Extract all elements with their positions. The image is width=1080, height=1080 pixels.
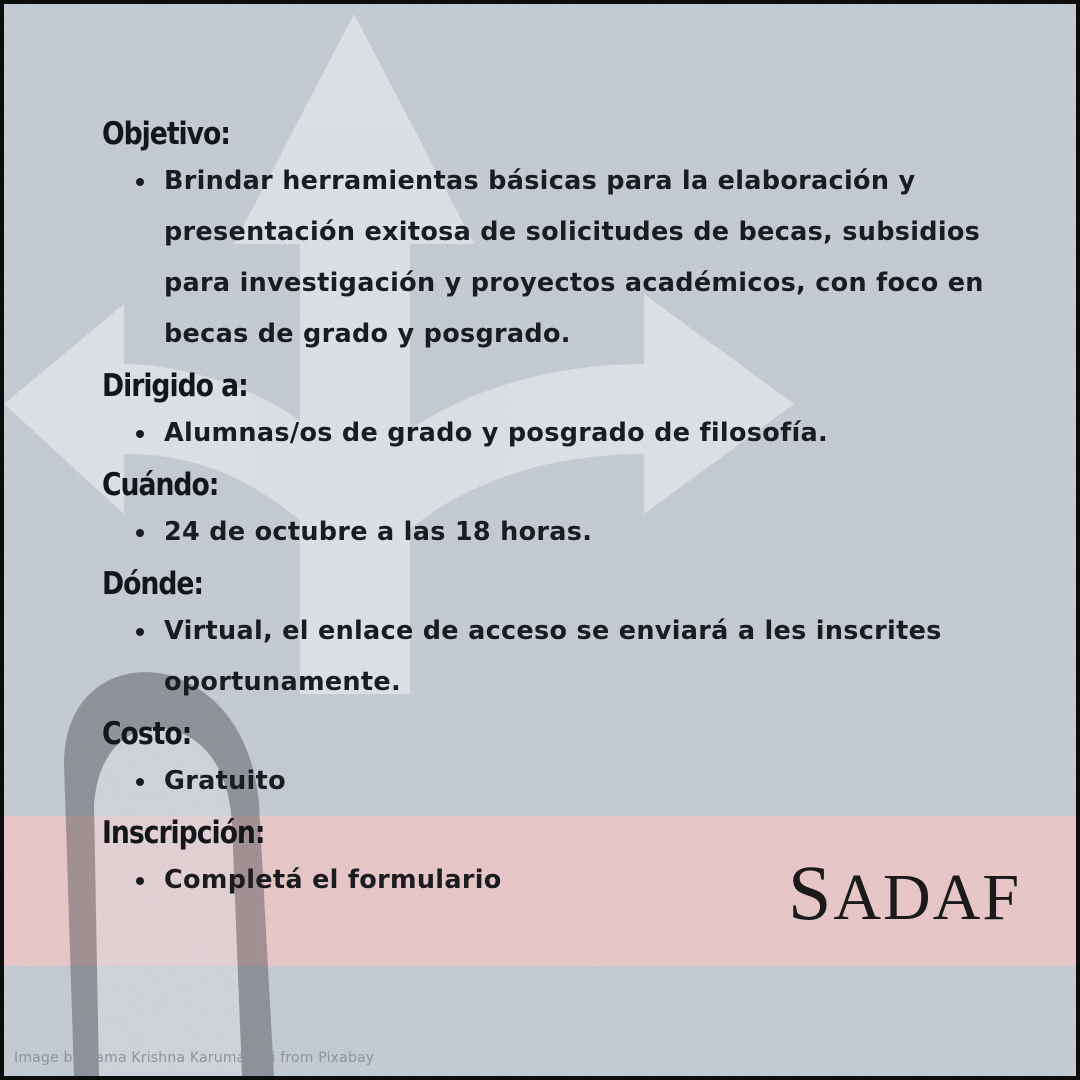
section-heading: Dónde: xyxy=(102,566,204,602)
section-list xyxy=(102,756,1052,807)
sadaf-logo xyxy=(788,849,1022,936)
section-heading: Objetivo: xyxy=(102,116,230,152)
section-heading: Dirigido a: xyxy=(102,368,248,404)
list-item-text: Brindar herramientas básicas para la elaboración y presentación exitosa de solicitudes de becas, subsidios para investigación y proyectos académicos, con foco en becas de grado y posgrado. xyxy=(164,166,984,349)
section-list xyxy=(102,507,1052,558)
section xyxy=(102,562,1052,708)
list-item xyxy=(102,606,1052,708)
bullet-icon xyxy=(136,178,144,186)
bullet-icon xyxy=(136,529,144,537)
list-item xyxy=(102,507,1052,558)
bullet-icon xyxy=(136,778,144,786)
section-heading: Inscripción: xyxy=(102,815,265,851)
section-heading: Cuándo: xyxy=(102,467,219,503)
image-credit: Image by Rama Krishna Karumanchi from Pixabay xyxy=(14,1050,375,1066)
event-details xyxy=(102,112,1052,910)
list-item-text: Gratuito xyxy=(164,766,286,796)
list-item-text: 24 de octubre a las 18 horas. xyxy=(164,517,593,547)
section xyxy=(102,712,1052,807)
section xyxy=(102,364,1052,459)
bullet-icon xyxy=(136,430,144,438)
list-item-text: Virtual, el enlace de acceso se enviará a les inscrites oportunamente. xyxy=(164,616,942,697)
list-item-text: Alumnas/os de grado y posgrado de filosofía. xyxy=(164,418,829,448)
logo-initial: S xyxy=(788,849,834,936)
section xyxy=(102,463,1052,558)
list-item xyxy=(102,408,1052,459)
section-list xyxy=(102,156,1052,360)
section-list xyxy=(102,408,1052,459)
bullet-icon xyxy=(136,628,144,636)
list-item xyxy=(102,156,1052,360)
section-list xyxy=(102,606,1052,708)
logo-rest: ADAF xyxy=(833,861,1022,934)
section xyxy=(102,112,1052,360)
list-item xyxy=(102,756,1052,807)
bullet-icon xyxy=(136,877,144,885)
list-item-text: Completá el formulario xyxy=(164,865,502,895)
section-heading: Costo: xyxy=(102,716,192,752)
